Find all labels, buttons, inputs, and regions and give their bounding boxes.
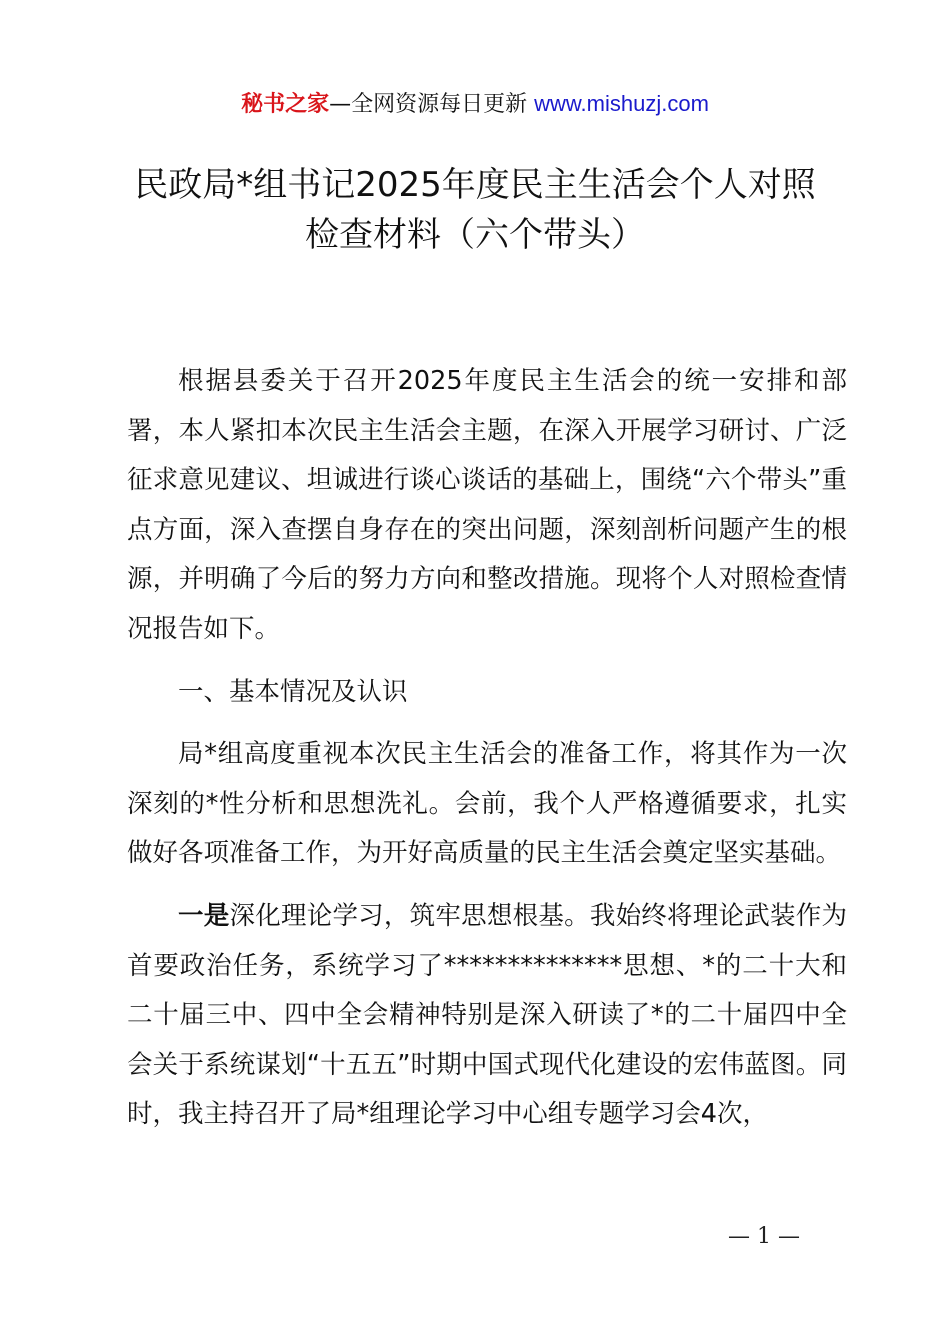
title-line-2: 检查材料（六个带头） (305, 215, 645, 255)
brand-name: 秘书之家 (241, 92, 330, 117)
page-number: — 1 — (728, 1224, 800, 1249)
point-one-lead: 一是 (178, 901, 230, 931)
site-banner (0, 88, 950, 121)
point-one-text: 深化理论学习，筑牢思想根基。我始终将理论武装作为首要政治任务，系统学习了**************思想、*的二十大和二十届三中、四中全会精神特别是深入研读了*的二十届四中全会关于系统谋划“十五五”时期中国式现代化建设的宏伟蓝图。同时，我主持召开了局*组理论学习中心组专题学习会4次， (127, 901, 847, 1130)
site-url-link[interactable]: www.mishuzj.com (534, 91, 709, 116)
banner-slogan: —全网资源每日更新 (329, 92, 535, 117)
intro-paragraph: 根据县委关于召开2025年度民主生活会的统一安排和部署，本人紧扣本次民主生活会主题，在深入开展学习研讨、广泛征求意见建议、坦诚进行谈心谈话的基础上，围绕“六个带头”重点方面，深入查摆自身存在的突出问题，深刻剖析问题产生的根源，并明确了今后的努力方向和整改措施。现将个人对照检查情况报告如下。 (127, 366, 847, 644)
section-heading: 一、基本情况及认识 (178, 677, 408, 707)
point-one-paragraph (127, 892, 847, 1140)
title-line-1: 民政局*组书记2025年度民主生活会个人对照 (134, 165, 816, 205)
document-title (60, 160, 890, 260)
section-paragraph: 局*组高度重视本次民主生活会的准备工作，将其作为一次深刻的*性分析和思想洗礼。会前，我个人严格遵循要求，扎实做好各项准备工作，为开好高质量的民主生活会奠定坚实基础。 (127, 739, 847, 869)
